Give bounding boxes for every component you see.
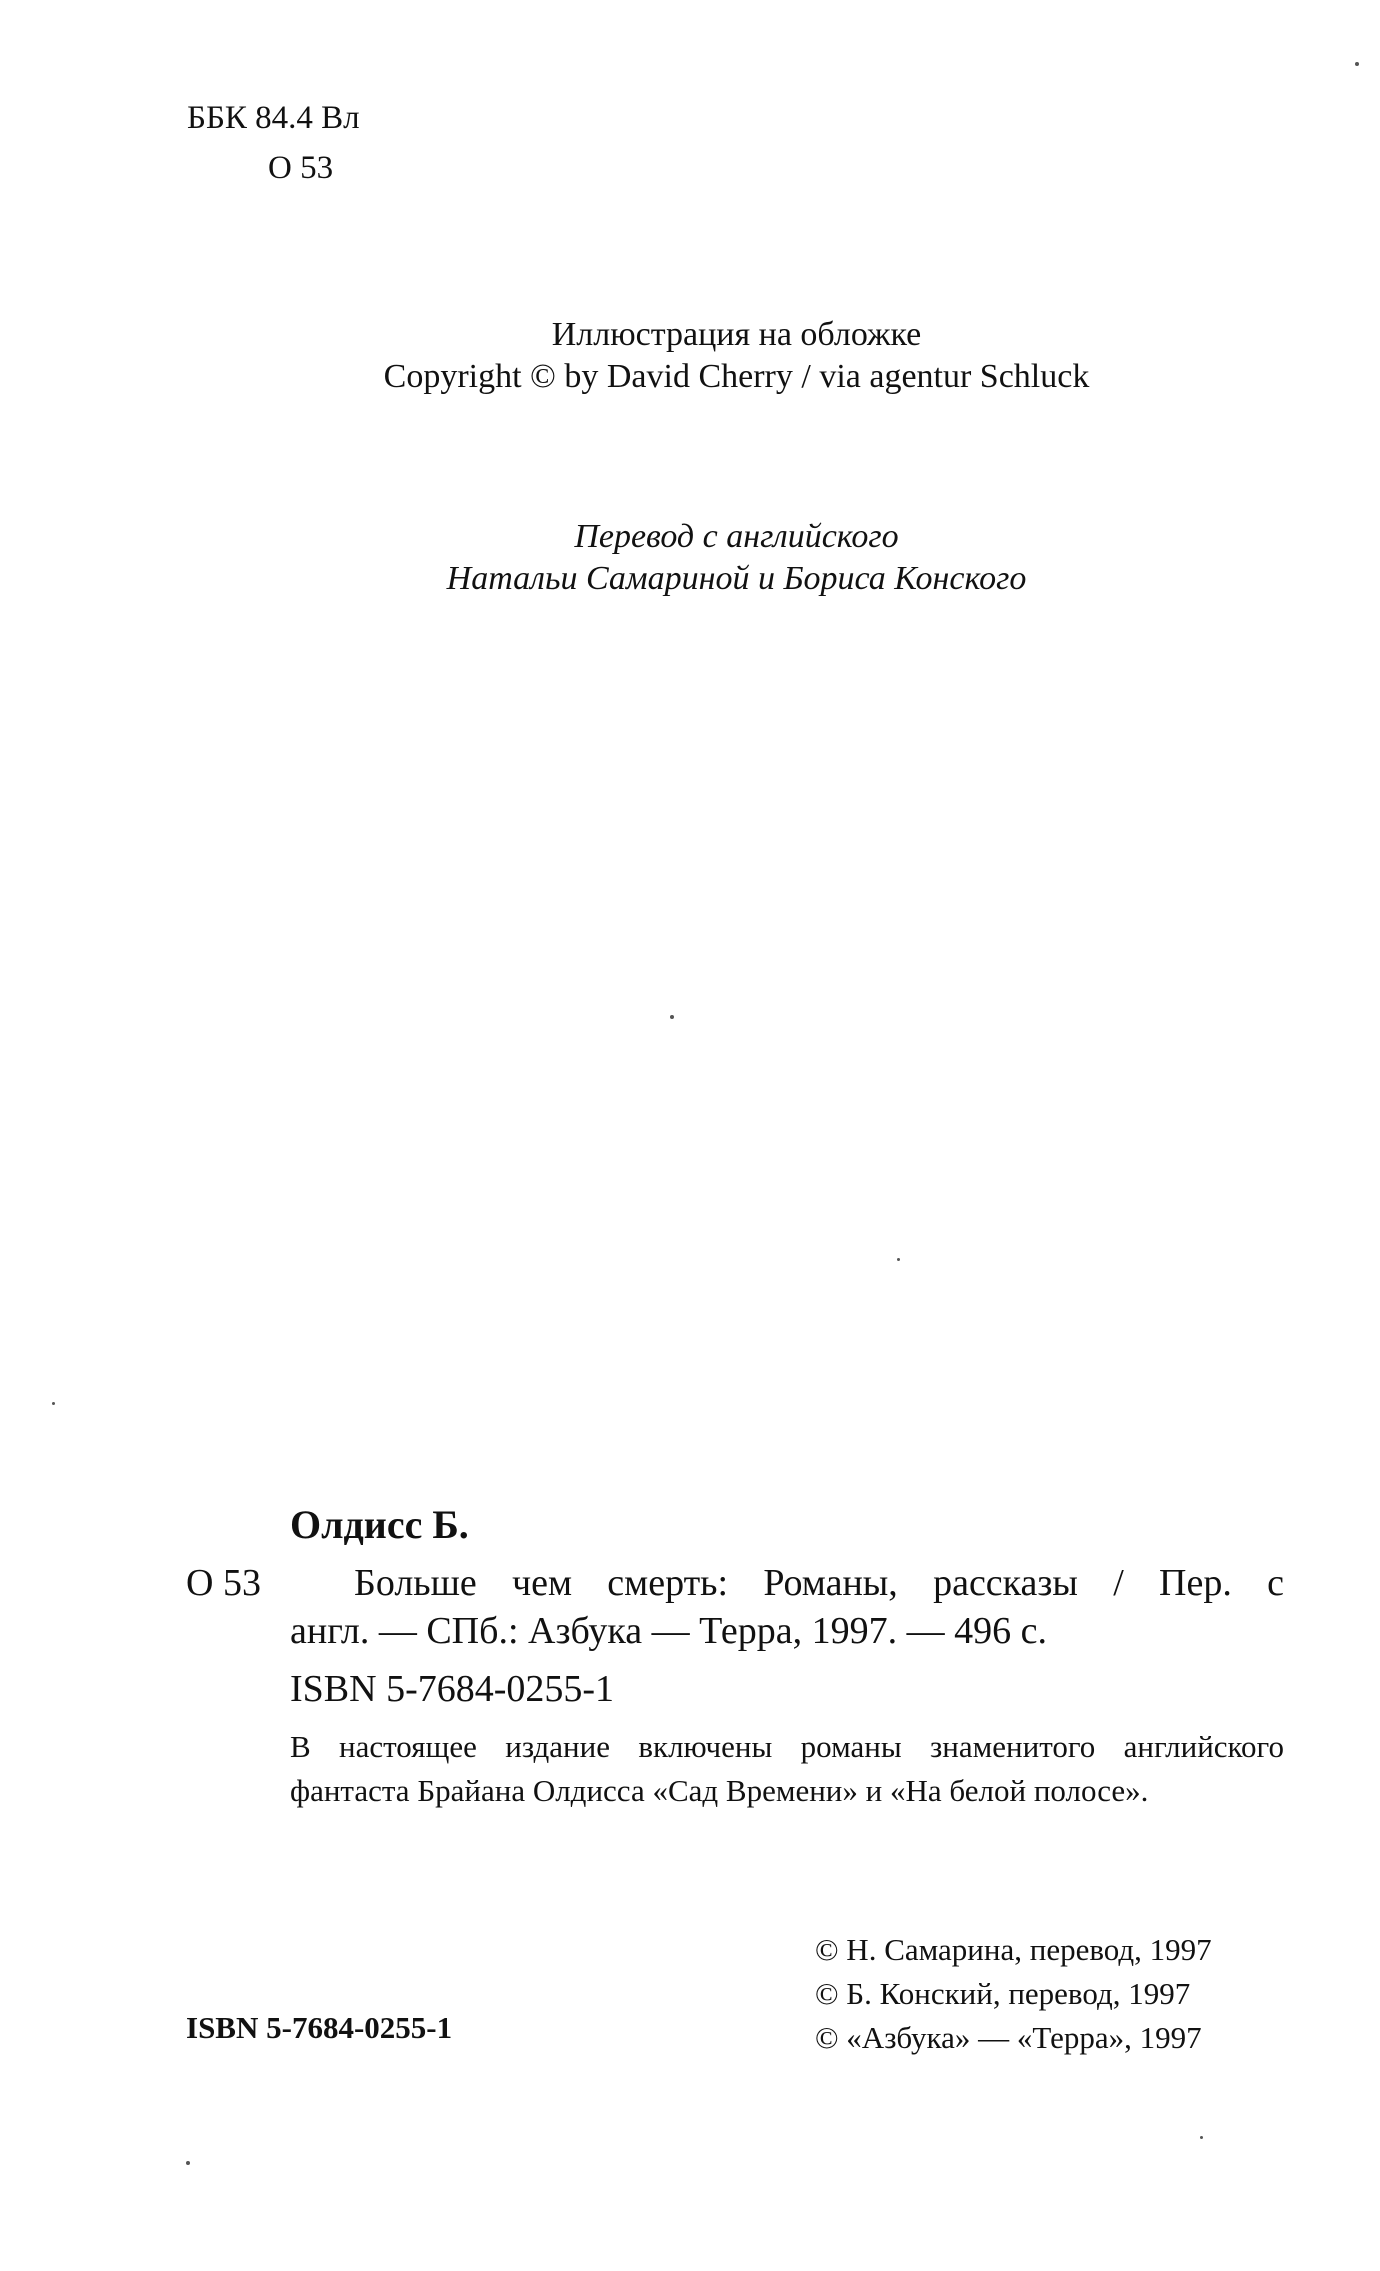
translators: Натальи Самариной и Бориса Конского: [446, 560, 1027, 597]
footer-isbn: ISBN 5-7684-0255-1: [186, 2010, 453, 2045]
catalog-title-line-1: Больше чем смерть: Романы, рассказы / Пер. с: [354, 1562, 1284, 1604]
copyright-line: © «Азбука» — «Терра», 1997: [815, 2020, 1202, 2055]
scan-speck: [897, 1258, 900, 1261]
scan-speck: [1355, 62, 1359, 66]
copyright-list: [815, 1928, 1212, 2060]
copyright-line: © Б. Конский, перевод, 1997: [815, 1976, 1191, 2011]
illustration-caption: Иллюстрация на обложке: [551, 316, 922, 353]
author-mark: О 53: [268, 150, 334, 186]
scan-speck: [52, 1402, 55, 1405]
translation-caption: Перевод с английского: [574, 518, 899, 555]
catalog-title-line-2: англ. — СПб.: Азбука — Терра, 1997. — 496 с.: [290, 1610, 1047, 1652]
scan-speck: [670, 1015, 674, 1019]
catalog-code: О 53: [186, 1562, 261, 1604]
copyright-line: © Н. Самарина, перевод, 1997: [815, 1932, 1212, 1967]
catalog-abstract: В настоящее издание включены романы знаменитого английского фантаста Брайана Олдисса «Сад Времени» и «На белой полосе».: [290, 1729, 1284, 1808]
bbk-code: ББК 84.4 Вл: [187, 100, 360, 136]
illustration-copyright: Copyright © by David Cherry / via agentur Schluck: [383, 358, 1090, 395]
scan-speck: [1200, 2136, 1203, 2139]
catalog-author: Олдисс Б.: [290, 1502, 469, 1547]
scan-speck: [186, 2161, 190, 2165]
catalog-isbn: ISBN 5-7684-0255-1: [290, 1668, 615, 1710]
